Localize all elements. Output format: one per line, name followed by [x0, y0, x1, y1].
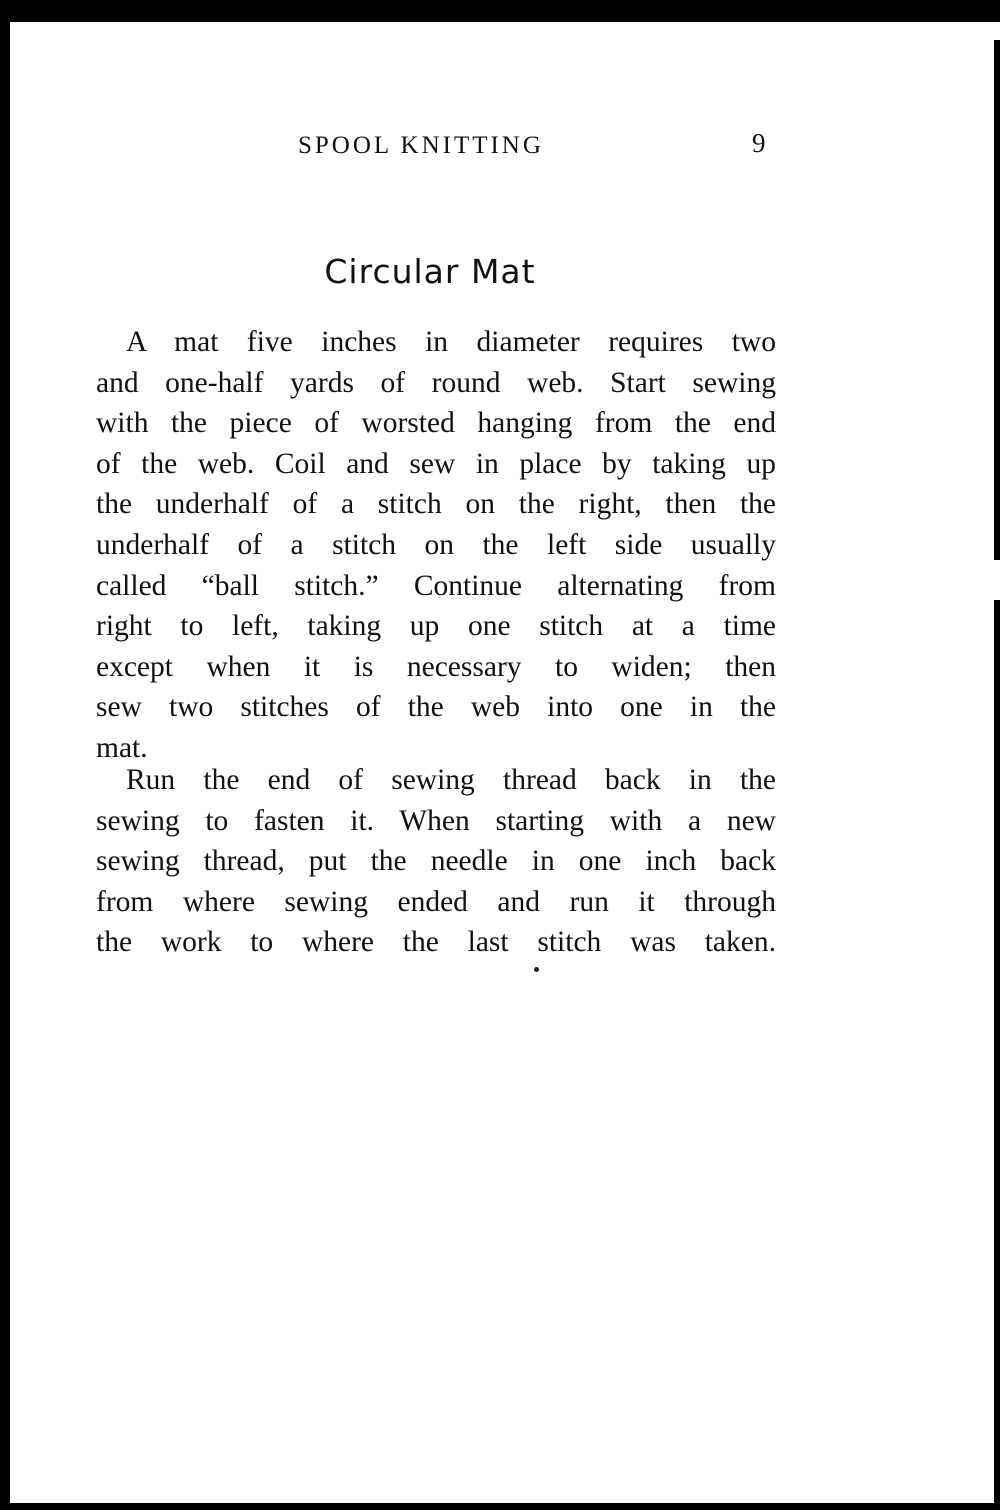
paragraph-line: the work to where the last stitch was taken.	[96, 926, 776, 959]
paragraph-line: Run the end of sewing thread back in the	[126, 764, 776, 796]
paragraph-line: sewing to fasten it. When starting with a new	[96, 804, 776, 837]
scan-border-right	[994, 40, 1000, 1510]
paragraph-line: underhalf of a stitch on the left side usually	[96, 528, 776, 561]
paragraph-line: from where sewing ended and run it through	[96, 885, 776, 918]
scan-border-top	[0, 0, 1000, 22]
scan-border-bottom	[0, 1503, 1000, 1510]
scan-border-right-gap	[994, 560, 1000, 600]
paragraph-line: and one-half yards of round web. Start sewing	[96, 366, 776, 399]
paragraph-line: the underhalf of a stitch on the right, then the	[96, 488, 776, 521]
paragraph-line: with the piece of worsted hanging from the end	[96, 407, 776, 440]
paragraph-line: except when it is necessary to widen; then	[96, 650, 776, 683]
paragraph-line: sew two stitches of the web into one in the	[96, 691, 776, 724]
paragraph-line: of the web. Coil and sew in place by taking up	[96, 447, 776, 480]
paragraph-line: A mat five inches in diameter requires two	[126, 326, 776, 358]
section-title: Circular Mat	[324, 252, 536, 291]
paragraph-line: mat.	[96, 731, 148, 764]
scan-border-left	[0, 22, 10, 1510]
paragraph-line: sewing thread, put the needle in one inch back	[96, 845, 776, 878]
paragraph-2	[96, 760, 776, 963]
page-number: 9	[752, 128, 766, 158]
ink-speck	[534, 967, 539, 972]
running-head: SPOOL KNITTING	[298, 132, 544, 159]
paragraph-line: called “ball stitch.” Continue alternating from	[96, 569, 776, 602]
paragraph-line: right to left, taking up one stitch at a time	[96, 610, 776, 643]
paragraph-1	[96, 322, 776, 769]
